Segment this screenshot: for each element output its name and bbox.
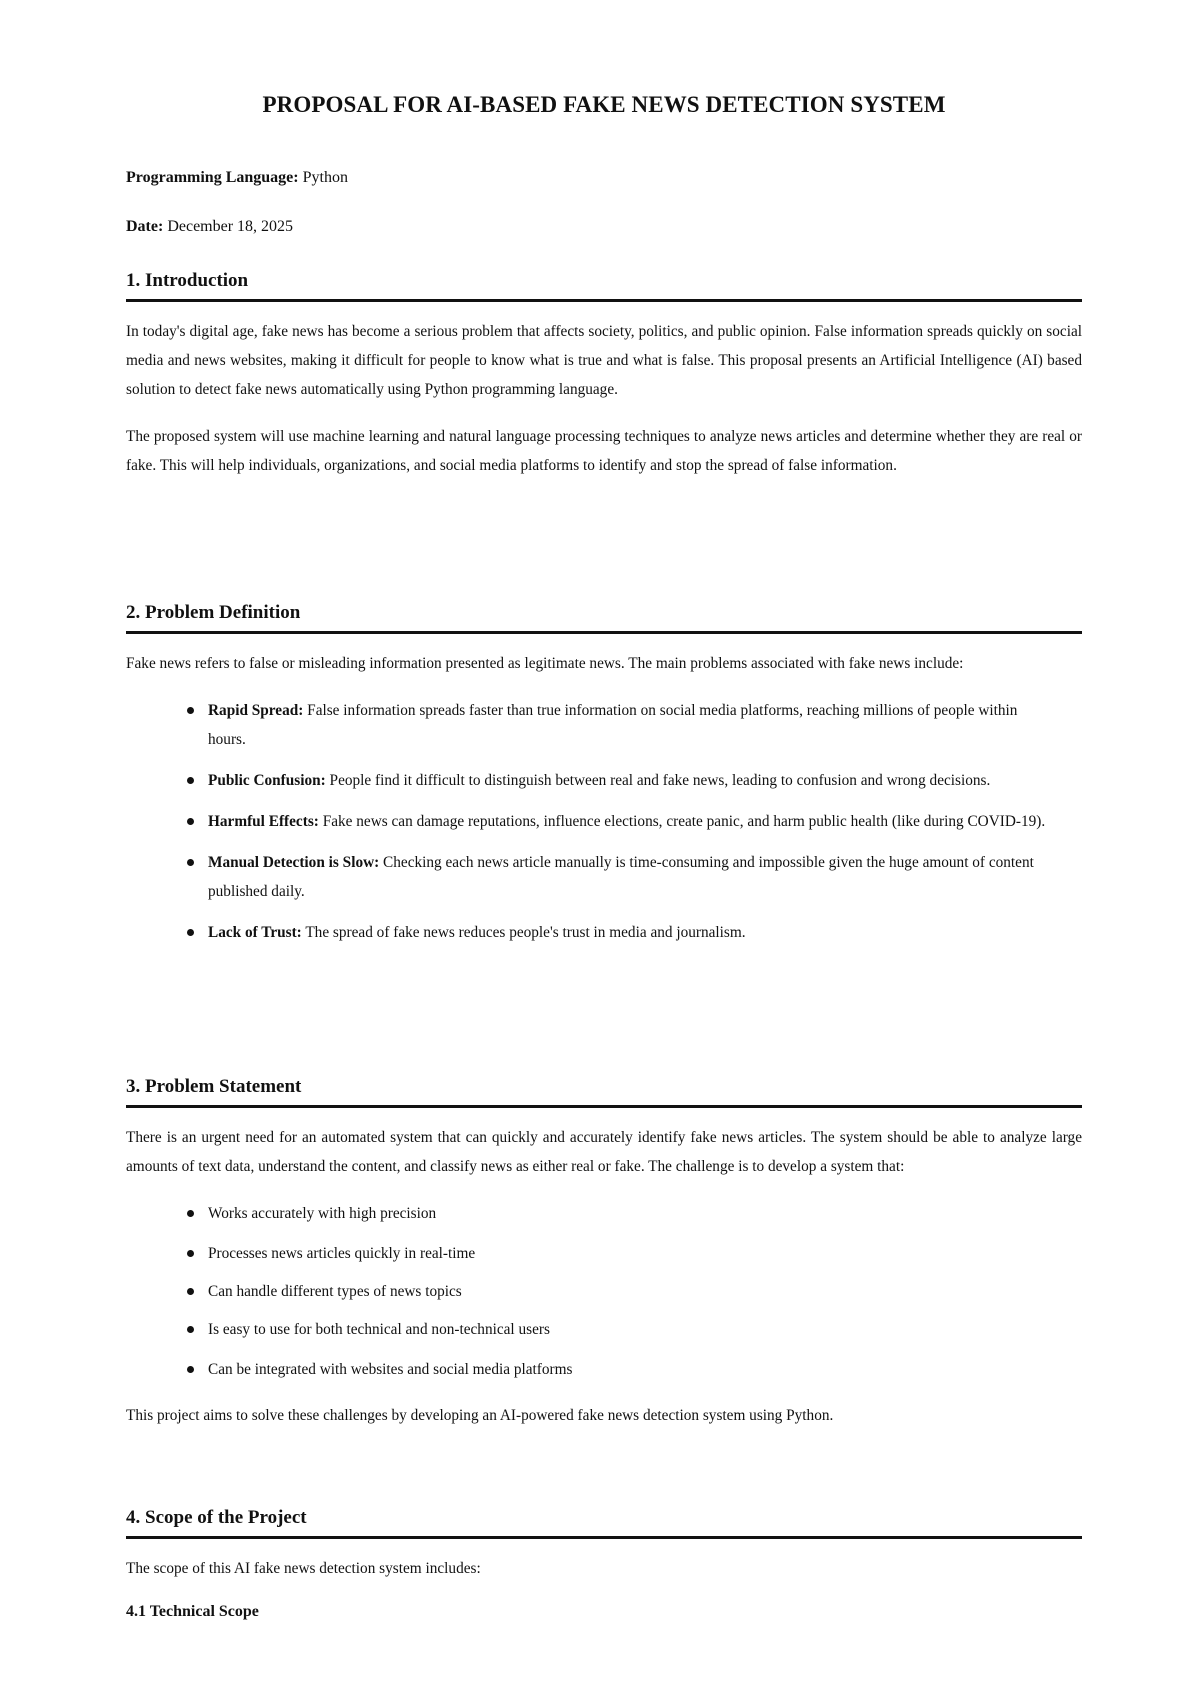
bullet-icon	[187, 859, 194, 866]
problem-statement-intro: There is an urgent need for an automated system that can quickly and accurately identify fake news articles. The system should be able to analyze large amounts of text data, understand the content, and classify news as either real or fake. The challenge is to develop a system that:	[126, 1129, 1082, 1175]
list-item	[126, 848, 1082, 906]
list-item-label: Public Confusion:	[208, 772, 326, 789]
list-item-text: Can handle different types of news topics	[208, 1283, 462, 1300]
date-label: Date:	[126, 218, 164, 235]
list-item	[126, 1315, 1082, 1344]
list-item	[126, 1239, 1082, 1268]
list-item	[126, 918, 1082, 947]
list-item	[126, 1355, 1082, 1384]
section-scope	[126, 1506, 1082, 1621]
list-item-label: Lack of Trust:	[208, 924, 302, 941]
section-divider	[126, 1105, 1082, 1108]
list-item-text: People find it difficult to distinguish between real and fake news, leading to confusion and wrong decisions.	[325, 772, 991, 789]
section-heading: 2. Problem Definition	[126, 602, 301, 623]
list-item	[126, 766, 1082, 795]
list-item-text: Can be integrated with websites and social media platforms	[208, 1361, 573, 1378]
section-introduction	[126, 269, 1082, 480]
bullet-icon	[187, 1210, 194, 1217]
section-problem-statement	[126, 1075, 1082, 1430]
bullet-icon	[187, 1288, 194, 1295]
problem-statement-list	[126, 1199, 1082, 1384]
section-heading: 4. Scope of the Project	[126, 1507, 307, 1528]
section-heading: 3. Problem Statement	[126, 1076, 302, 1097]
list-item-text: Processes news articles quickly in real-time	[208, 1245, 476, 1262]
list-item-label: Manual Detection is Slow:	[208, 854, 380, 871]
programming-language-line	[126, 169, 348, 187]
introduction-paragraph-1: In today's digital age, fake news has become a serious problem that affects society, politics, and public opinion. False information spreads quickly on social media and news websites, making it difficult for people to know what is true and what is false. This proposal presents an Artificial Intelligence (AI) based solution to detect fake news automatically using Python programming language.	[126, 323, 1082, 398]
list-item-text: The spread of fake news reduces people's trust in media and journalism.	[301, 924, 746, 941]
section-problem-definition	[126, 601, 1082, 947]
date-value: December 18, 2025	[167, 218, 294, 235]
list-item	[126, 1277, 1082, 1306]
introduction-paragraph-2: The proposed system will use machine learning and natural language processing techniques to analyze news articles and determine whether they are real or fake. This will help individuals, organizations, and social media platforms to identify and stop the spread of false information.	[126, 428, 1082, 474]
technical-scope-subheading: 4.1 Technical Scope	[126, 1603, 259, 1620]
programming-language-label: Programming Language:	[126, 169, 299, 186]
document-title: PROPOSAL FOR AI-BASED FAKE NEWS DETECTION SYSTEM	[262, 92, 946, 117]
section-divider	[126, 631, 1082, 634]
problem-definition-list	[126, 696, 1082, 947]
list-item-text: Fake news can damage reputations, influence elections, create panic, and harm public health (like during COVID-19).	[318, 813, 1046, 830]
bullet-icon	[187, 777, 194, 784]
bullet-icon	[187, 1250, 194, 1257]
list-item	[126, 1199, 1082, 1228]
list-item-label: Rapid Spread:	[208, 702, 304, 719]
bullet-icon	[187, 1326, 194, 1333]
date-line	[126, 218, 293, 236]
bullet-icon	[187, 1366, 194, 1373]
bullet-icon	[187, 929, 194, 936]
bullet-icon	[187, 818, 194, 825]
list-item-text: False information spreads faster than true information on social media platforms, reaching millions of people within hours.	[208, 702, 1018, 748]
programming-language-value: Python	[302, 169, 348, 186]
scope-intro: The scope of this AI fake news detection system includes:	[126, 1560, 481, 1577]
list-item-text: Works accurately with high precision	[208, 1205, 437, 1222]
list-item	[126, 807, 1082, 836]
list-item-text: Is easy to use for both technical and non-technical users	[208, 1321, 550, 1338]
problem-statement-closing: This project aims to solve these challenges by developing an AI-powered fake news detection system using Python.	[126, 1407, 834, 1424]
list-item-label: Harmful Effects:	[208, 813, 319, 830]
section-heading: 1. Introduction	[126, 270, 249, 291]
bullet-icon	[187, 707, 194, 714]
section-divider	[126, 1536, 1082, 1539]
list-item-text: Checking each news article manually is time-consuming and impossible given the huge amount of content published daily.	[208, 854, 1034, 900]
list-item	[126, 696, 1082, 754]
problem-definition-intro: Fake news refers to false or misleading information presented as legitimate news. The main problems associated with fake news include:	[126, 655, 964, 672]
section-divider	[126, 299, 1082, 302]
